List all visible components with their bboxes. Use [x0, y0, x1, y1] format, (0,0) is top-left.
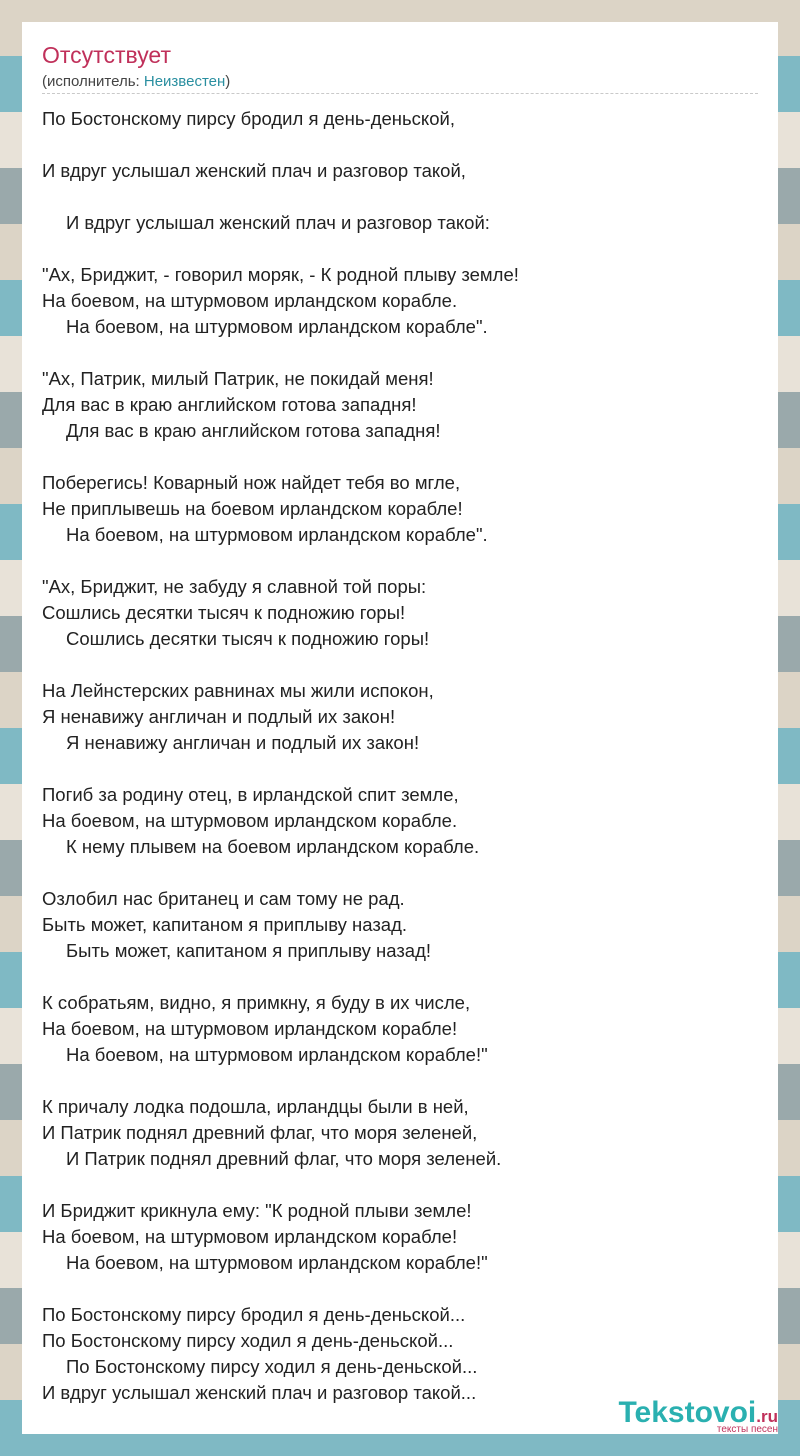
lyric-line: На боевом, на штурмовом ирландском корабле". — [66, 316, 488, 337]
lyric-blank-line — [42, 132, 762, 158]
lyric-line: И Бриджит крикнула ему: "К родной плыви земле! — [42, 1200, 472, 1221]
lyric-line: И Патрик поднял древний флаг, что моря зеленей, — [42, 1122, 478, 1143]
lyric-line: Погиб за родину отец, в ирландской спит земле, — [42, 784, 459, 805]
lyric-line: "Ах, Бриджит, не забуду я славной той поры: — [42, 576, 427, 597]
lyric-line: На боевом, на штурмовом ирландском корабле! — [42, 1018, 458, 1039]
song-title: Отсутствует — [42, 42, 171, 68]
logo-tld: .ru — [756, 1407, 778, 1426]
lyric-blank-line — [42, 236, 762, 262]
lyric-line: Для вас в краю английском готова западня! — [66, 420, 441, 441]
lyric-line: К собратьям, видно, я примкну, я буду в их числе, — [42, 992, 471, 1013]
performer-link[interactable]: Неизвестен — [143, 73, 226, 90]
performer-close: ) — [225, 73, 231, 90]
lyric-line: На боевом, на штурмовом ирландском корабле! — [42, 1226, 458, 1247]
lyric-line: И вдруг услышал женский плач и разговор такой... — [42, 1382, 477, 1403]
lyric-line: На Лейнстерских равнинах мы жили испокон, — [42, 680, 434, 701]
lyric-blank-line — [42, 444, 762, 470]
lyric-line: Быть может, капитаном я приплыву назад. — [42, 914, 408, 935]
lyric-line: Поберегись! Коварный нож найдет тебя во мгле, — [42, 472, 461, 493]
lyric-line: Сошлись десятки тысяч к подножию горы! — [42, 602, 406, 623]
lyric-blank-line — [42, 860, 762, 886]
logo-tagline: тексты песен — [716, 1424, 778, 1435]
performer-line — [42, 73, 230, 90]
lyric-blank-line — [42, 964, 762, 990]
lyric-line: "Ах, Бриджит, - говорил моряк, - К родной плыву земле! — [42, 264, 519, 285]
lyric-blank-line — [42, 1068, 762, 1094]
lyric-line: На боевом, на штурмовом ирландском корабле". — [66, 524, 488, 545]
title-divider — [42, 93, 758, 94]
lyric-line: По Бостонскому пирсу бродил я день-деньской, — [42, 108, 455, 129]
lyrics-card — [22, 22, 778, 1434]
lyric-line: И вдруг услышал женский плач и разговор такой: — [66, 212, 490, 233]
lyric-line: "Ах, Патрик, милый Патрик, не покидай меня! — [42, 368, 434, 389]
lyric-line: На боевом, на штурмовом ирландском корабле!" — [66, 1252, 488, 1273]
lyric-blank-line — [42, 340, 762, 366]
lyric-blank-line — [42, 548, 762, 574]
lyric-line: По Бостонскому пирсу ходил я день-деньской... — [42, 1330, 454, 1351]
lyrics-text — [42, 106, 762, 1406]
lyric-line: И Патрик поднял древний флаг, что моря зеленей. — [66, 1148, 502, 1169]
lyric-line: На боевом, на штурмовом ирландском корабле!" — [66, 1044, 488, 1065]
lyric-blank-line — [42, 1276, 762, 1302]
site-logo[interactable] — [618, 1398, 778, 1435]
lyric-line: И вдруг услышал женский плач и разговор такой, — [42, 160, 466, 181]
lyric-line: На боевом, на штурмовом ирландском корабле. — [42, 290, 458, 311]
lyric-line: Не приплывешь на боевом ирландском корабле! — [42, 498, 463, 519]
lyric-line: Сошлись десятки тысяч к подножию горы! — [66, 628, 430, 649]
lyric-line: По Бостонскому пирсу бродил я день-деньской... — [42, 1304, 466, 1325]
lyric-line: Я ненавижу англичан и подлый их закон! — [66, 732, 420, 753]
lyric-line: К причалу лодка подошла, ирландцы были в ней, — [42, 1096, 469, 1117]
lyric-blank-line — [42, 1172, 762, 1198]
lyric-line: На боевом, на штурмовом ирландском корабле. — [42, 810, 458, 831]
lyric-line: По Бостонскому пирсу ходил я день-деньской... — [66, 1356, 478, 1377]
lyric-line: Быть может, капитаном я приплыву назад! — [66, 940, 432, 961]
lyric-blank-line — [42, 652, 762, 678]
performer-label: (исполнитель: — [42, 73, 144, 90]
lyric-blank-line — [42, 756, 762, 782]
lyric-line: Озлобил нас британец и сам тому не рад. — [42, 888, 405, 909]
logo-name: Tekstovoi — [618, 1396, 757, 1429]
lyric-line: Я ненавижу англичан и подлый их закон! — [42, 706, 396, 727]
lyric-line: К нему плывем на боевом ирландском корабле. — [66, 836, 480, 857]
lyric-line: Для вас в краю английском готова западня! — [42, 394, 417, 415]
lyric-blank-line — [42, 184, 762, 210]
